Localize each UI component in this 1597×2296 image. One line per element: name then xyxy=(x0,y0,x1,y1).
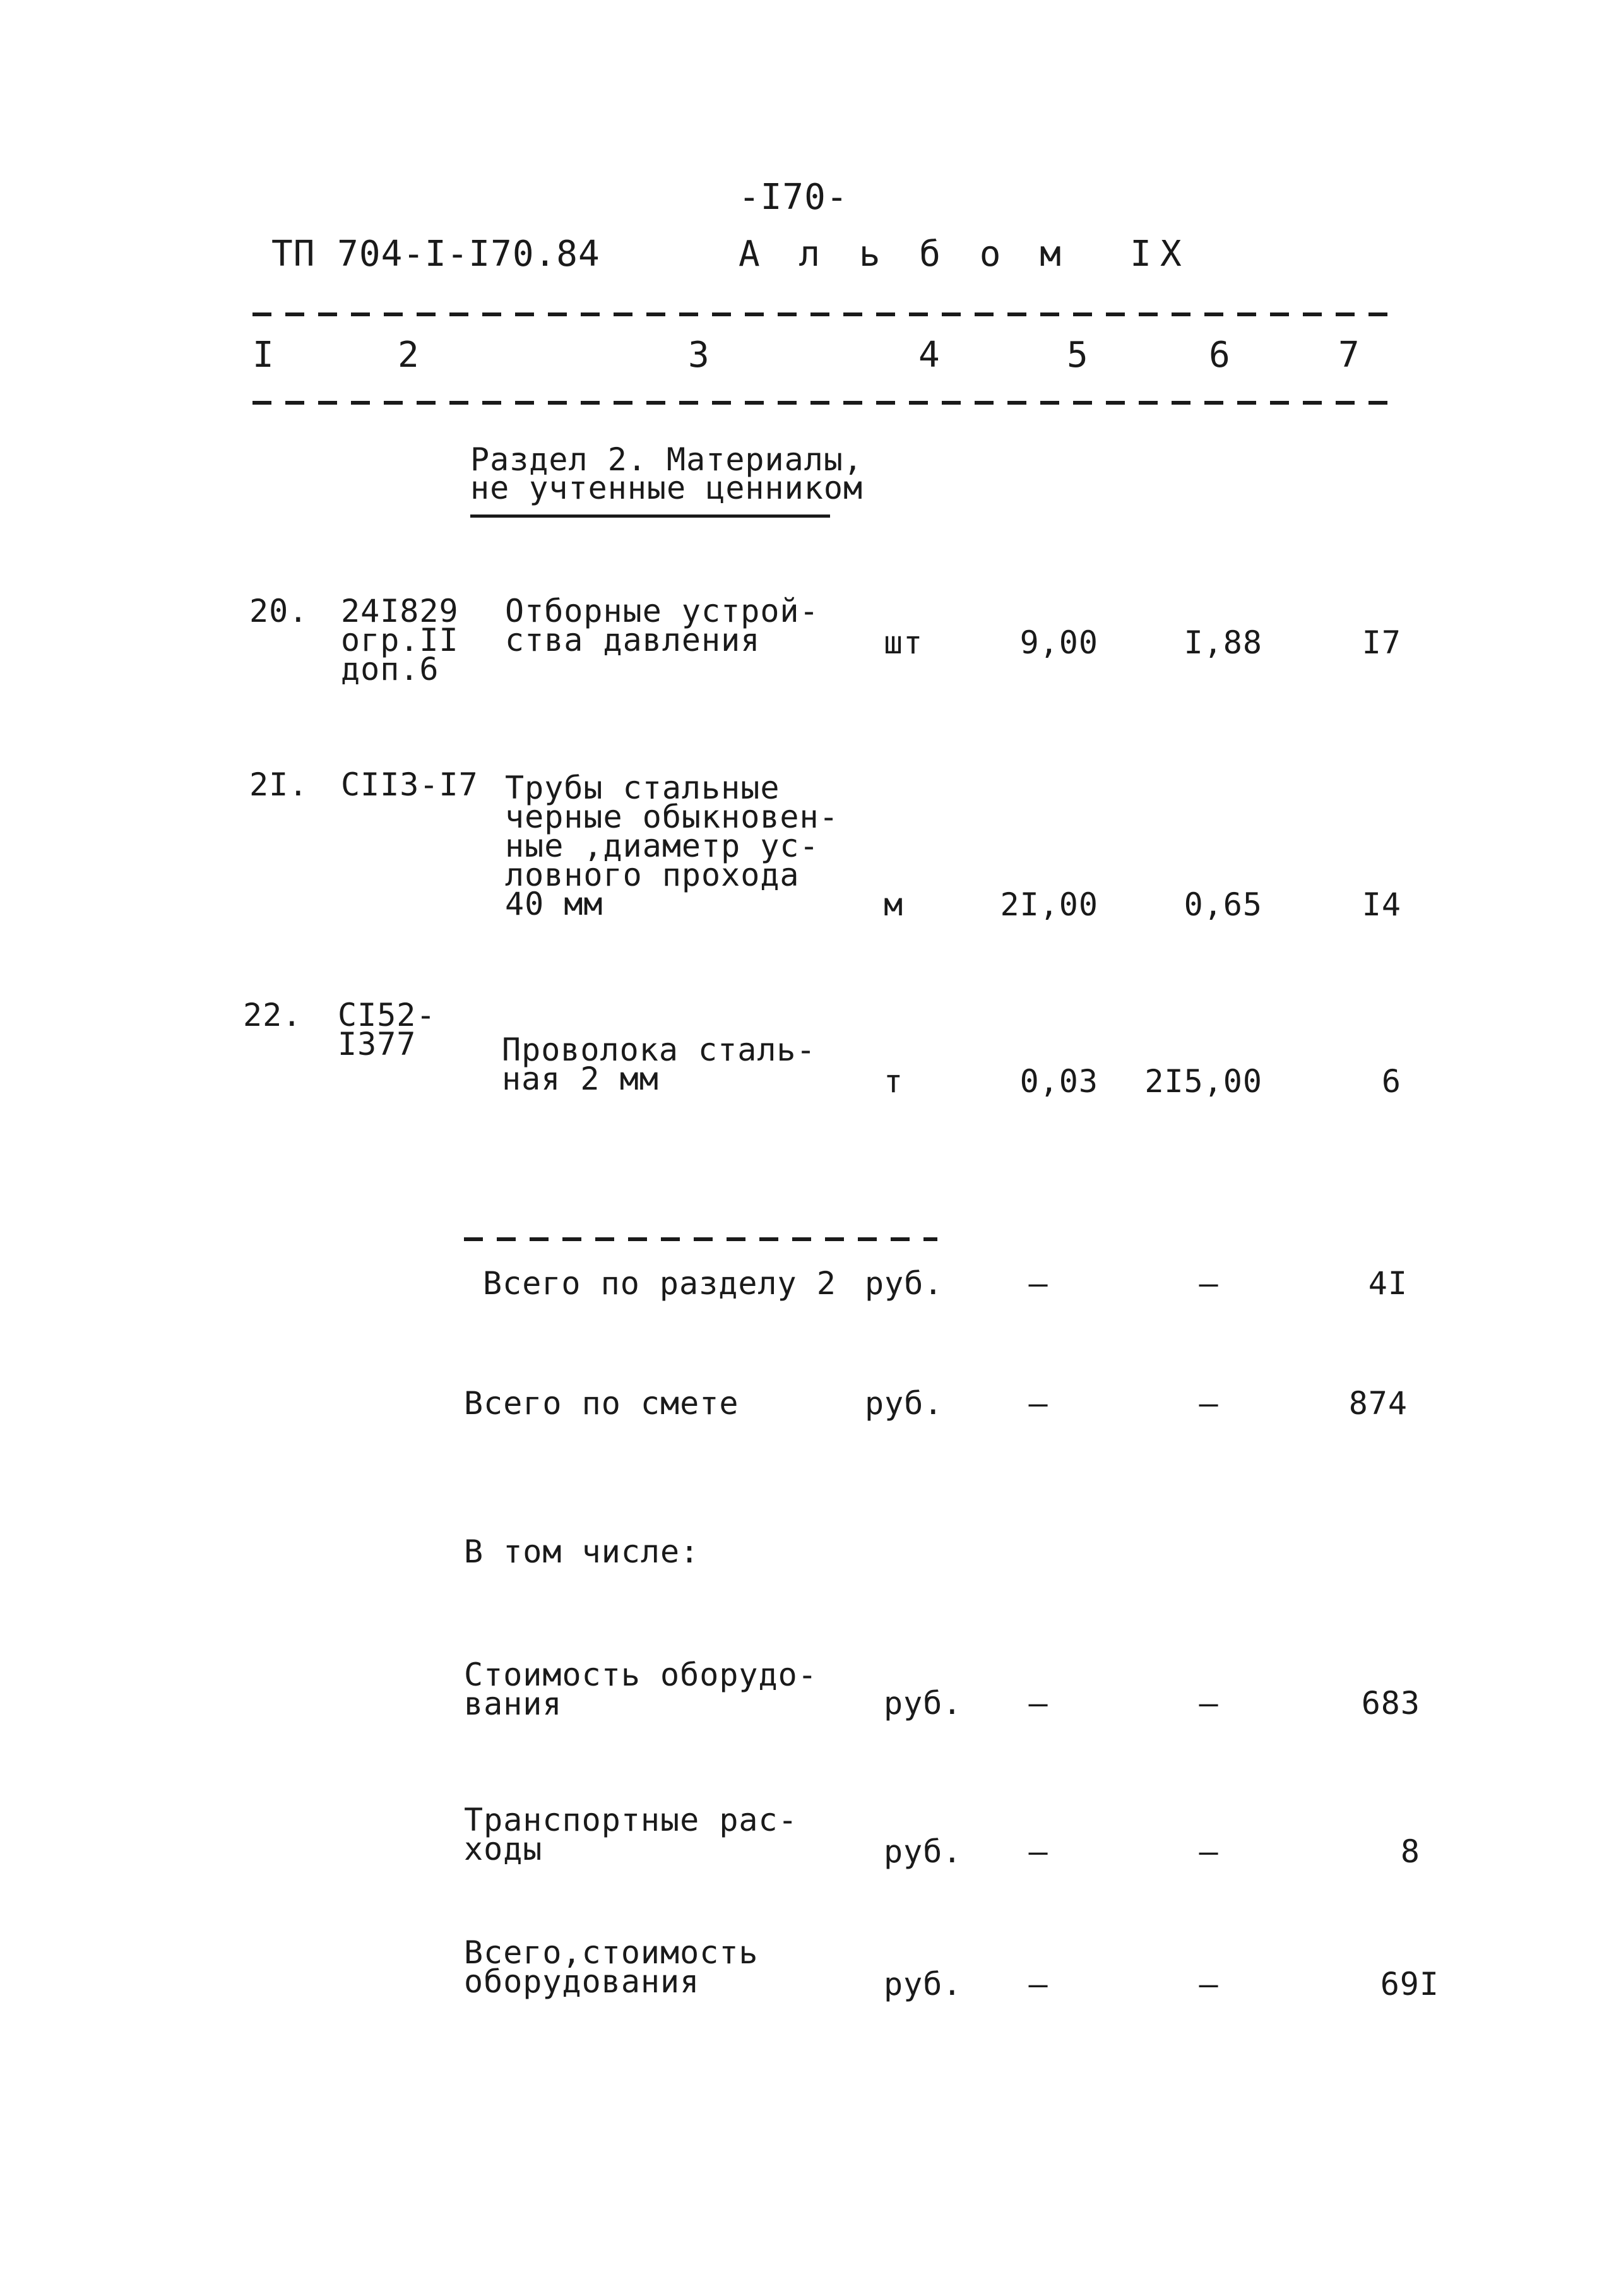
row-code: СI52- I377 xyxy=(338,997,436,1062)
breakdown-value: 69I xyxy=(1380,1966,1439,2002)
row-unit: шт xyxy=(884,624,923,661)
breakdown-value: 8 xyxy=(1400,1833,1420,1870)
breakdown-col5: – xyxy=(1028,1685,1048,1722)
subtotal-rule xyxy=(464,1237,937,1241)
header-rule-top xyxy=(252,312,1395,316)
row-name: Отборные устрой- ства давления xyxy=(505,593,819,658)
section-title-line-2: не учтенные ценником xyxy=(470,470,864,506)
total-col5: – xyxy=(1028,1265,1048,1302)
album-label: А л ь б о м IX xyxy=(739,234,1190,275)
row-code: СII3-I7 xyxy=(341,766,478,803)
total-value: 874 xyxy=(1348,1385,1408,1422)
row-quantity: 2I,00 xyxy=(1000,886,1098,923)
row-unit: т xyxy=(884,1063,904,1100)
row-total: I4 xyxy=(1362,886,1401,923)
total-col6: – xyxy=(1199,1385,1219,1422)
total-label: Всего по разделу 2 xyxy=(483,1265,836,1302)
row-number: 20. xyxy=(249,593,309,629)
total-col5: – xyxy=(1028,1385,1048,1422)
breakdown-col6: – xyxy=(1199,1966,1219,2002)
row-unit-price: 0,65 xyxy=(1184,886,1262,923)
row-unit-price: 2I5,00 xyxy=(1144,1063,1262,1100)
column-number-2: 2 xyxy=(398,335,420,376)
column-number-4: 4 xyxy=(918,335,941,376)
breakdown-label: Транспортные рас- ходы xyxy=(464,1802,798,1867)
row-unit-price: I,88 xyxy=(1184,624,1262,661)
breakdown-col5: – xyxy=(1028,1833,1048,1870)
section-title-underline xyxy=(470,515,830,518)
breakdown-col6: – xyxy=(1199,1833,1219,1870)
breakdown-unit: руб. xyxy=(884,1685,963,1722)
breakdown-col6: – xyxy=(1199,1685,1219,1722)
breakdown-label: Стоимость оборудо- вания xyxy=(464,1657,817,1722)
row-name: Проволока сталь- ная 2 мм xyxy=(502,1032,816,1097)
page-number: -I70- xyxy=(739,177,848,218)
column-number-7: 7 xyxy=(1338,335,1360,376)
column-number-3: 3 xyxy=(688,335,710,376)
total-value: 4I xyxy=(1368,1265,1408,1302)
row-unit: м xyxy=(884,886,904,923)
row-number: 22. xyxy=(243,997,302,1033)
row-total: 6 xyxy=(1381,1063,1401,1100)
breakdown-value: 683 xyxy=(1361,1685,1420,1722)
column-number-5: 5 xyxy=(1067,335,1089,376)
section-title-line-1: Раздел 2. Материалы, xyxy=(470,441,864,478)
breakdown-unit: руб. xyxy=(884,1833,963,1870)
row-name: Трубы стальные черные обыкновен- ные ,диаметр ус- ловного прохода 40 мм xyxy=(505,770,839,922)
breakdown-label: Всего,стоимость оборудования xyxy=(464,1934,759,2000)
column-number-1: I xyxy=(252,335,275,376)
including-label: В том числе: xyxy=(464,1533,700,1570)
total-col6: – xyxy=(1199,1265,1219,1302)
breakdown-col5: – xyxy=(1028,1966,1048,2002)
row-quantity: 0,03 xyxy=(1019,1063,1098,1100)
row-code: 24I829 огр.II доп.6 xyxy=(341,593,459,687)
row-number: 2I. xyxy=(249,766,309,803)
total-unit: руб. xyxy=(865,1265,944,1302)
total-label: Всего по смете xyxy=(464,1385,739,1422)
header-rule-bottom xyxy=(252,401,1395,405)
row-quantity: 9,00 xyxy=(1019,624,1098,661)
breakdown-unit: руб. xyxy=(884,1966,963,2002)
document-code: ТП 704-I-I70.84 xyxy=(271,234,600,275)
row-total: I7 xyxy=(1362,624,1401,661)
column-number-6: 6 xyxy=(1209,335,1231,376)
total-unit: руб. xyxy=(865,1385,944,1422)
